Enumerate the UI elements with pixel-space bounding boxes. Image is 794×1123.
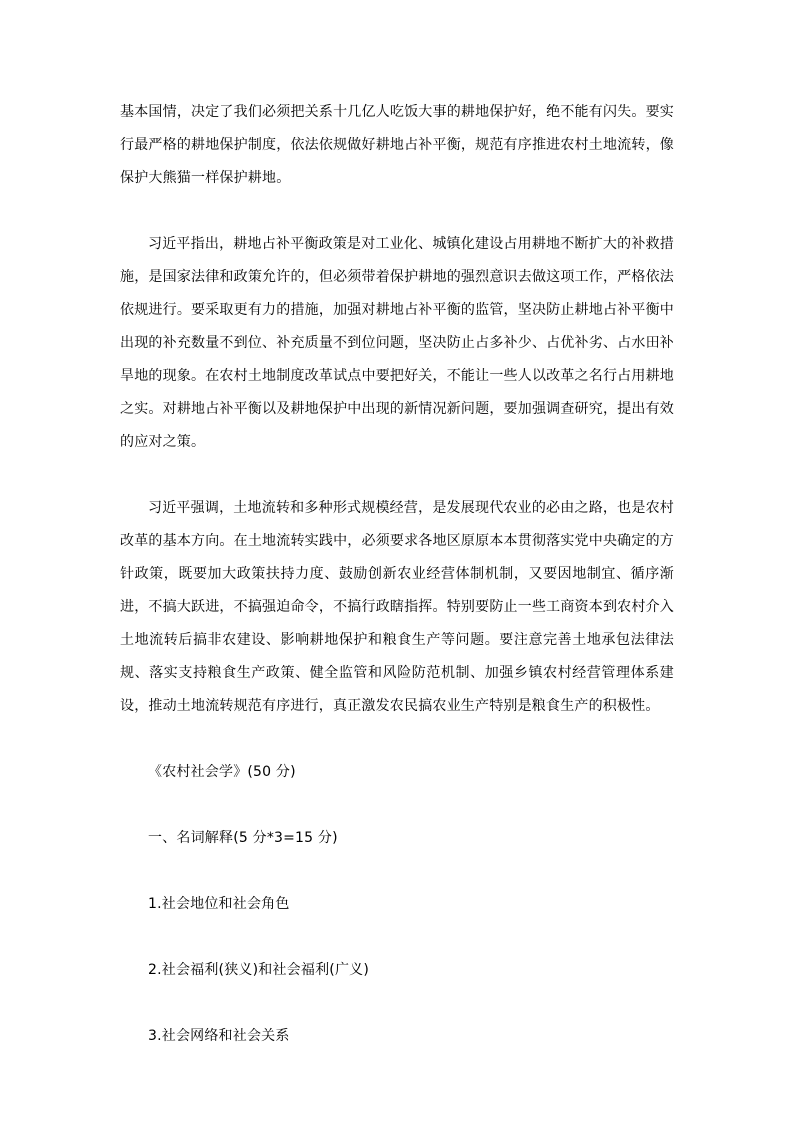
list-item-3: 3.社会网络和社会关系 [148, 1028, 290, 1044]
document-body [120, 96, 674, 1053]
section-heading-term-explanation: 一、名词解释(5 分*3=15 分) [148, 830, 338, 846]
paragraph-land-transfer-policy: 习近平强调，土地流转和多种形式规模经营，是发展现代农业的必由之路，也是农村改革的基本方向。在土地流转实践中，必须要求各地区原原本本贯彻落实党中央确定的方针政策，既要加大政策扶持力度、鼓励创新农业经营体制机制，又要因地制宜、循序渐进，不搞大跃进，不搞强迫命令，不搞行政瞎指挥。特别要防止一些工商资本到农村介入土地流转后搞非农建设、影响耕地保护和粮食生产等问题。要注意完善土地承包法律法规、落实支持粮食生产政策、健全监管和风险防范机制、加强乡镇农村经营管理体系建设，推动土地流转规范有序进行，真正激发农民搞农业生产特别是粮食生产的积极性。 [120, 500, 674, 714]
list-item-2: 2.社会福利(狭义)和社会福利(广义) [148, 962, 370, 978]
section-title-rural-sociology: 《农村社会学》(50 分) [148, 764, 296, 780]
list-item-1: 1.社会地位和社会角色 [148, 896, 290, 912]
paragraph-occupation-compensation-policy: 习近平指出，耕地占补平衡政策是对工业化、城镇化建设占用耕地不断扩大的补救措施，是国家法律和政策允许的，但必须带着保护耕地的强烈意识去做这项工作，严格依法依规进行。要采取更有力的措施，加强对耕地占补平衡的监管，坚决防止耕地占补平衡中出现的补充数量不到位、补充质量不到位问题，坚决防止占多补少、占优补劣、占水田补旱地的现象。在农村土地制度改革试点中要把好关，不能让一些人以改革之名行占用耕地之实。对耕地占补平衡以及耕地保护中出现的新情况新问题，要加强调查研究，提出有效的应对之策。 [120, 236, 674, 450]
paragraph-continuation: 基本国情，决定了我们必须把关系十几亿人吃饭大事的耕地保护好，绝不能有闪失。要实行最严格的耕地保护制度，依法依规做好耕地占补平衡，规范有序推进农村土地流转，像保护大熊猫一样保护耕地。 [120, 104, 674, 186]
